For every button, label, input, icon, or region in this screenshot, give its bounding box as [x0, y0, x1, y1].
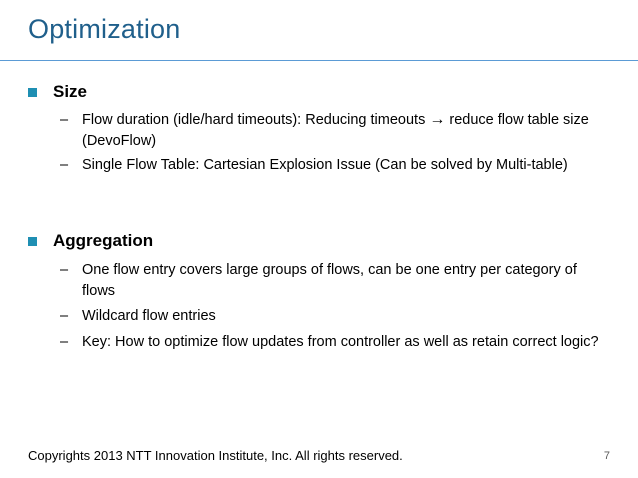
square-bullet-icon: [28, 88, 37, 97]
sub-bullet-text: Single Flow Table: Cartesian Explosion Issue (Can be solved by Multi-table): [82, 157, 568, 173]
bullet-size: [28, 82, 87, 102]
right-arrow-icon: →: [429, 111, 446, 128]
bullet-label: Aggregation: [53, 231, 154, 250]
sub-bullet-text: [82, 110, 600, 152]
page-number: 7: [603, 450, 610, 462]
bullet-aggregation: [28, 231, 153, 251]
sub-bullet-single-flow-table: [60, 155, 600, 176]
dash-marker: –: [60, 262, 69, 278]
bullet-label: Size: [53, 82, 88, 101]
dash-marker: –: [60, 308, 69, 324]
sub-bullet-flow-duration: [60, 110, 600, 152]
sub-bullet-text-part: reduce flow table size (DevoFlow): [82, 112, 589, 149]
title-divider: [0, 60, 638, 61]
slide-title: Optimization: [28, 14, 181, 44]
dash-marker: –: [60, 157, 69, 173]
sub-bullet-text: Key: How to optimize flow updates from controller as well as retain correct logic?: [82, 334, 599, 350]
copyright-footer: Copyrights 2013 NTT Innovation Institute, Inc. All rights reserved.: [28, 448, 403, 463]
sub-bullet-one-flow-entry: [60, 260, 600, 302]
sub-bullet-text: Wildcard flow entries: [82, 308, 216, 324]
sub-bullet-text: One flow entry covers large groups of flows, can be one entry per category of flows: [82, 262, 577, 299]
sub-bullet-text-part: Flow duration (idle/hard timeouts): Reducing timeouts: [82, 112, 430, 128]
sub-bullet-wildcard: [60, 306, 600, 327]
square-bullet-icon: [28, 237, 37, 246]
sub-bullet-key: [60, 332, 600, 353]
dash-marker: –: [60, 334, 69, 350]
dash-marker: –: [60, 112, 69, 128]
